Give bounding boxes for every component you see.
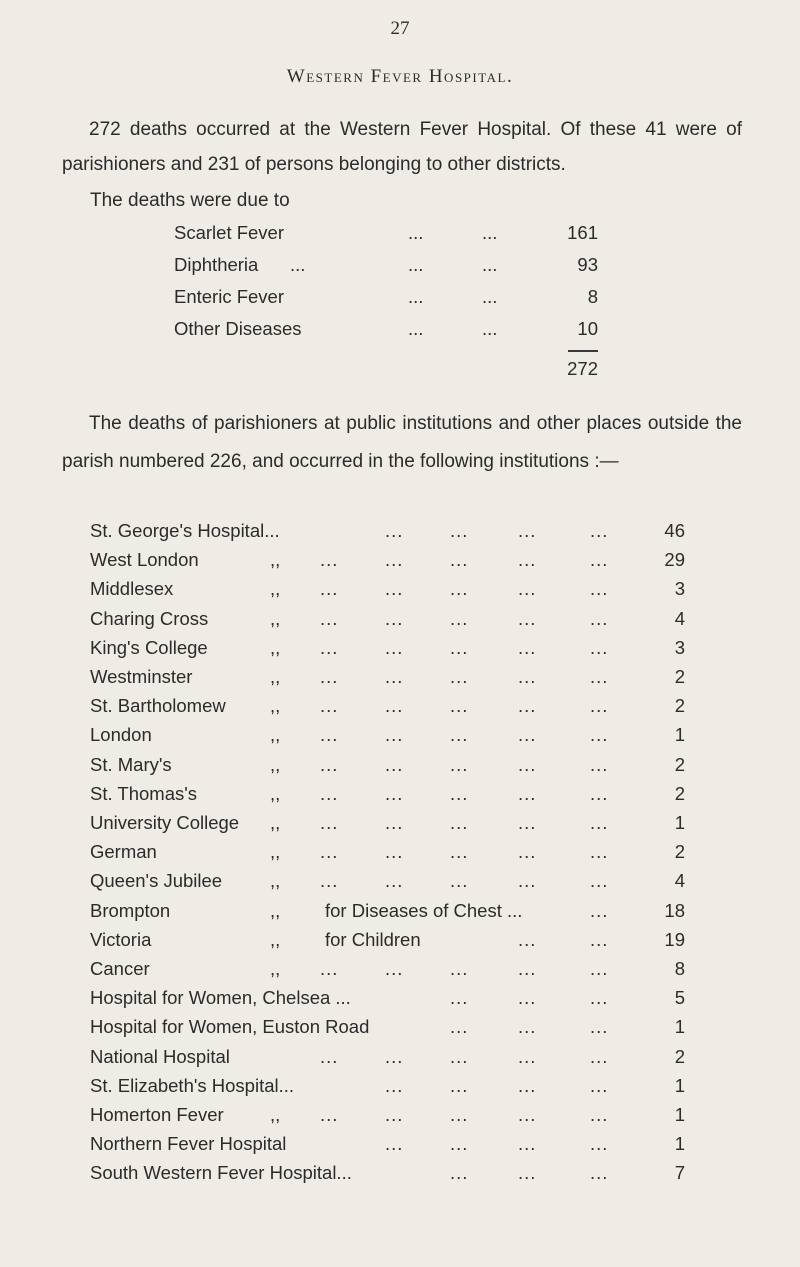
leader-dots: ... xyxy=(320,666,339,687)
intro-paragraph: 272 deaths occurred at the Western Fever Hospital. Of these 41 were of parishioners and 231 of persons belonging to other districts. xyxy=(62,119,742,175)
leader-dots: ... xyxy=(450,636,469,658)
leader-dots: ... xyxy=(450,812,469,833)
institution-row xyxy=(0,958,800,988)
cause-row xyxy=(0,318,800,348)
leader-dots: ... xyxy=(408,254,424,275)
leader-dots: ... xyxy=(590,899,609,921)
leader-dots: ... xyxy=(450,1133,469,1155)
ditto-mark: ,, xyxy=(270,782,281,804)
leader-dots: ... xyxy=(385,578,404,600)
leader-dots: ... xyxy=(408,318,424,339)
leader-dots: ... xyxy=(385,1104,404,1125)
institution-row xyxy=(0,608,800,638)
institution-value: 1 xyxy=(674,1104,685,1125)
leader-dots: ... xyxy=(320,636,339,658)
leader-dots: ... xyxy=(590,1162,609,1184)
leader-dots: ... xyxy=(385,695,404,717)
page-title: Western Fever Hospital. xyxy=(286,66,514,87)
institution-name: West London xyxy=(90,549,199,571)
institution-row xyxy=(0,1104,800,1134)
institution-value: 1 xyxy=(674,1074,685,1096)
ditto-mark: ,, xyxy=(270,607,281,629)
leader-dots: ... xyxy=(320,549,339,571)
leader-dots: ... xyxy=(408,222,424,243)
leader-dots: ... xyxy=(518,695,537,717)
leader-dots: ... xyxy=(450,1104,469,1125)
institution-name: St. Bartholomew xyxy=(90,695,226,717)
institution-note: for Children xyxy=(325,928,421,950)
leader-dots: ... xyxy=(450,841,469,863)
ditto-mark: ,, xyxy=(270,899,281,921)
leader-dots: ... xyxy=(590,958,609,979)
institution-name: University College xyxy=(90,812,240,833)
leader-dots: ... xyxy=(590,549,609,571)
leader-dots: ... xyxy=(450,1074,469,1096)
leader-dots: ... xyxy=(385,958,404,979)
leader-dots: ... xyxy=(590,578,609,600)
leader-dots: ... xyxy=(450,782,469,804)
ditto-mark: ,, xyxy=(270,578,281,600)
leader-dots: ... xyxy=(385,607,404,629)
institution-row xyxy=(0,1016,800,1046)
ditto-mark: ,, xyxy=(270,666,281,687)
institution-name: Westminster xyxy=(90,666,193,687)
leader-dots: ... xyxy=(385,666,404,687)
leader-dots: ... xyxy=(385,1045,404,1067)
leader-dots: ... xyxy=(518,782,537,804)
leader-dots: ... xyxy=(518,870,537,892)
ditto-mark: ,, xyxy=(270,928,281,950)
leader-dots: ... xyxy=(320,782,339,804)
leader-dots: ... xyxy=(385,841,404,863)
leader-dots: ... xyxy=(385,782,404,804)
institution-value: 1 xyxy=(674,724,685,746)
institution-value: 2 xyxy=(674,695,685,717)
ditto-mark: ,, xyxy=(270,636,281,658)
institution-name: Brompton xyxy=(90,899,171,921)
leader-dots: ... xyxy=(518,666,537,687)
leader-dots: ... xyxy=(385,753,404,775)
leader-dots: ... xyxy=(385,549,404,571)
leader-dots: ... xyxy=(320,958,339,979)
institution-value: 2 xyxy=(674,753,685,775)
institution-value: 1 xyxy=(674,1016,685,1038)
leader-dots: ... xyxy=(450,724,469,746)
institution-row xyxy=(0,987,800,1017)
leader-dots: ... xyxy=(518,841,537,863)
leader-dots: ... xyxy=(590,753,609,775)
leader-dots: ... xyxy=(408,286,424,307)
institution-name: Hospital for Women, Euston Road xyxy=(90,1016,370,1038)
institution-value: 4 xyxy=(674,870,685,892)
leader-dots: ... xyxy=(518,753,537,775)
ditto-mark: ,, xyxy=(270,958,281,979)
institution-row xyxy=(0,578,800,608)
institution-row xyxy=(0,1162,800,1192)
leader-dots: ... xyxy=(290,254,306,275)
ditto-mark: ,, xyxy=(270,870,281,892)
leader-dots: ... xyxy=(450,695,469,717)
cause-label: Enteric Fever xyxy=(174,286,285,307)
leader-dots: ... xyxy=(518,928,537,950)
institution-value: 19 xyxy=(664,928,685,950)
cause-label: Scarlet Fever xyxy=(174,222,285,243)
institution-name: London xyxy=(90,724,152,746)
institution-value: 29 xyxy=(664,549,685,571)
leader-dots: ... xyxy=(320,870,339,892)
institution-row xyxy=(0,1133,800,1163)
leader-dots: ... xyxy=(590,695,609,717)
institution-row xyxy=(0,841,800,871)
leader-dots: ... xyxy=(482,318,498,339)
institutions-paragraph: The deaths of parishioners at public institutions and other places outside the parish numbered 226, and occurred in the following institutions :— xyxy=(62,413,742,472)
institution-name: Hospital for Women, Chelsea ... xyxy=(90,987,351,1009)
leader-dots: ... xyxy=(450,1016,469,1038)
institution-row xyxy=(0,754,800,784)
leader-dots: ... xyxy=(450,1162,469,1184)
institution-name: Middlesex xyxy=(90,578,174,600)
leader-dots: ... xyxy=(518,1016,537,1038)
leader-dots: ... xyxy=(590,607,609,629)
ditto-mark: ,, xyxy=(270,1104,281,1125)
institution-value: 7 xyxy=(674,1162,685,1184)
leader-dots: ... xyxy=(385,1074,404,1096)
institution-value: 5 xyxy=(674,987,685,1009)
ditto-mark: ,, xyxy=(270,549,281,571)
leader-dots: ... xyxy=(518,1074,537,1096)
institution-row xyxy=(0,929,800,959)
institution-name: King's College xyxy=(90,636,208,658)
leader-dots: ... xyxy=(320,841,339,863)
cause-row xyxy=(0,254,800,284)
institution-name: Northern Fever Hospital xyxy=(90,1133,287,1155)
institution-name: Queen's Jubilee xyxy=(90,870,223,892)
causes-intro: The deaths were due to xyxy=(90,190,290,211)
leader-dots: ... xyxy=(320,607,339,629)
institution-name: Cancer xyxy=(90,958,150,979)
leader-dots: ... xyxy=(450,666,469,687)
leader-dots: ... xyxy=(590,724,609,746)
leader-dots: ... xyxy=(590,666,609,687)
cause-value: 8 xyxy=(587,286,598,307)
institution-value: 4 xyxy=(674,607,685,629)
institution-row xyxy=(0,900,800,930)
institution-value: 8 xyxy=(674,958,685,979)
leader-dots: ... xyxy=(450,1045,469,1067)
institution-row xyxy=(0,724,800,754)
leader-dots: ... xyxy=(450,549,469,571)
leader-dots: ... xyxy=(385,870,404,892)
leader-dots: ... xyxy=(590,841,609,863)
institution-value: 2 xyxy=(674,1045,685,1067)
leader-dots: ... xyxy=(518,636,537,658)
leader-dots: ... xyxy=(518,1104,537,1125)
leader-dots: ... xyxy=(518,520,537,541)
institution-row xyxy=(0,666,800,696)
institution-note: for Diseases of Chest ... xyxy=(325,899,523,921)
leader-dots: ... xyxy=(385,520,404,541)
leader-dots: ... xyxy=(590,1104,609,1125)
institution-row xyxy=(0,520,800,550)
institution-value: 18 xyxy=(664,899,685,921)
page-number: 27 xyxy=(390,18,410,39)
leader-dots: ... xyxy=(320,724,339,746)
cause-value: 93 xyxy=(577,254,598,275)
leader-dots: ... xyxy=(518,724,537,746)
ditto-mark: ,, xyxy=(270,753,281,775)
institution-row xyxy=(0,1046,800,1076)
leader-dots: ... xyxy=(450,520,469,541)
leader-dots: ... xyxy=(450,958,469,979)
leader-dots: ... xyxy=(518,549,537,571)
institution-value: 3 xyxy=(674,636,685,658)
leader-dots: ... xyxy=(518,1162,537,1184)
leader-dots: ... xyxy=(320,578,339,600)
ditto-mark: ,, xyxy=(270,695,281,717)
institution-value: 1 xyxy=(674,812,685,833)
leader-dots: ... xyxy=(320,695,339,717)
leader-dots: ... xyxy=(482,286,498,307)
institution-row xyxy=(0,549,800,579)
leader-dots: ... xyxy=(590,928,609,950)
institution-row xyxy=(0,812,800,842)
leader-dots: ... xyxy=(320,1045,339,1067)
leader-dots: ... xyxy=(590,1133,609,1155)
leader-dots: ... xyxy=(450,578,469,600)
leader-dots: ... xyxy=(482,222,498,243)
institution-name: St. Thomas's xyxy=(90,782,198,804)
institution-row xyxy=(0,783,800,813)
institution-value: 3 xyxy=(674,578,685,600)
institution-name: Victoria xyxy=(90,928,152,950)
total-rule xyxy=(568,350,598,352)
institution-row xyxy=(0,637,800,667)
institution-row xyxy=(0,695,800,725)
leader-dots: ... xyxy=(320,753,339,775)
institution-name: National Hospital xyxy=(90,1045,230,1067)
leader-dots: ... xyxy=(590,1074,609,1096)
leader-dots: ... xyxy=(590,1016,609,1038)
leader-dots: ... xyxy=(450,987,469,1009)
leader-dots: ... xyxy=(590,782,609,804)
leader-dots: ... xyxy=(590,520,609,541)
institution-value: 2 xyxy=(674,666,685,687)
leader-dots: ... xyxy=(385,636,404,658)
leader-dots: ... xyxy=(590,812,609,833)
leader-dots: ... xyxy=(518,1045,537,1067)
leader-dots: ... xyxy=(590,1045,609,1067)
causes-total: 272 xyxy=(567,358,598,379)
leader-dots: ... xyxy=(590,636,609,658)
leader-dots: ... xyxy=(518,1133,537,1155)
leader-dots: ... xyxy=(590,870,609,892)
leader-dots: ... xyxy=(590,987,609,1009)
cause-row xyxy=(0,286,800,316)
institution-value: 1 xyxy=(674,1133,685,1155)
leader-dots: ... xyxy=(320,812,339,833)
ditto-mark: ,, xyxy=(270,724,281,746)
leader-dots: ... xyxy=(518,607,537,629)
leader-dots: ... xyxy=(450,607,469,629)
leader-dots: ... xyxy=(518,987,537,1009)
institution-name: Homerton Fever xyxy=(90,1104,224,1125)
cause-value: 161 xyxy=(567,222,598,243)
leader-dots: ... xyxy=(518,812,537,833)
cause-row xyxy=(0,222,800,252)
leader-dots: ... xyxy=(450,870,469,892)
institution-name: South Western Fever Hospital... xyxy=(90,1162,352,1184)
leader-dots: ... xyxy=(518,958,537,979)
institution-name: German xyxy=(90,841,157,863)
leader-dots: ... xyxy=(385,812,404,833)
cause-label: Diphtheria xyxy=(174,254,259,275)
leader-dots: ... xyxy=(385,724,404,746)
institution-name: St. George's Hospital... xyxy=(90,520,280,541)
cause-label: Other Diseases xyxy=(174,318,302,339)
ditto-mark: ,, xyxy=(270,812,281,833)
institution-row xyxy=(0,1075,800,1105)
cause-value: 10 xyxy=(577,318,598,339)
institution-name: Charing Cross xyxy=(90,607,209,629)
leader-dots: ... xyxy=(482,254,498,275)
leader-dots: ... xyxy=(518,578,537,600)
institution-row xyxy=(0,870,800,900)
ditto-mark: ,, xyxy=(270,841,281,863)
institution-name: St. Mary's xyxy=(90,753,172,775)
institution-value: 46 xyxy=(664,520,685,541)
institution-value: 2 xyxy=(674,841,685,863)
leader-dots: ... xyxy=(320,1104,339,1125)
leader-dots: ... xyxy=(450,753,469,775)
institution-name: St. Elizabeth's Hospital... xyxy=(90,1074,295,1096)
institution-value: 2 xyxy=(674,782,685,804)
leader-dots: ... xyxy=(385,1133,404,1155)
